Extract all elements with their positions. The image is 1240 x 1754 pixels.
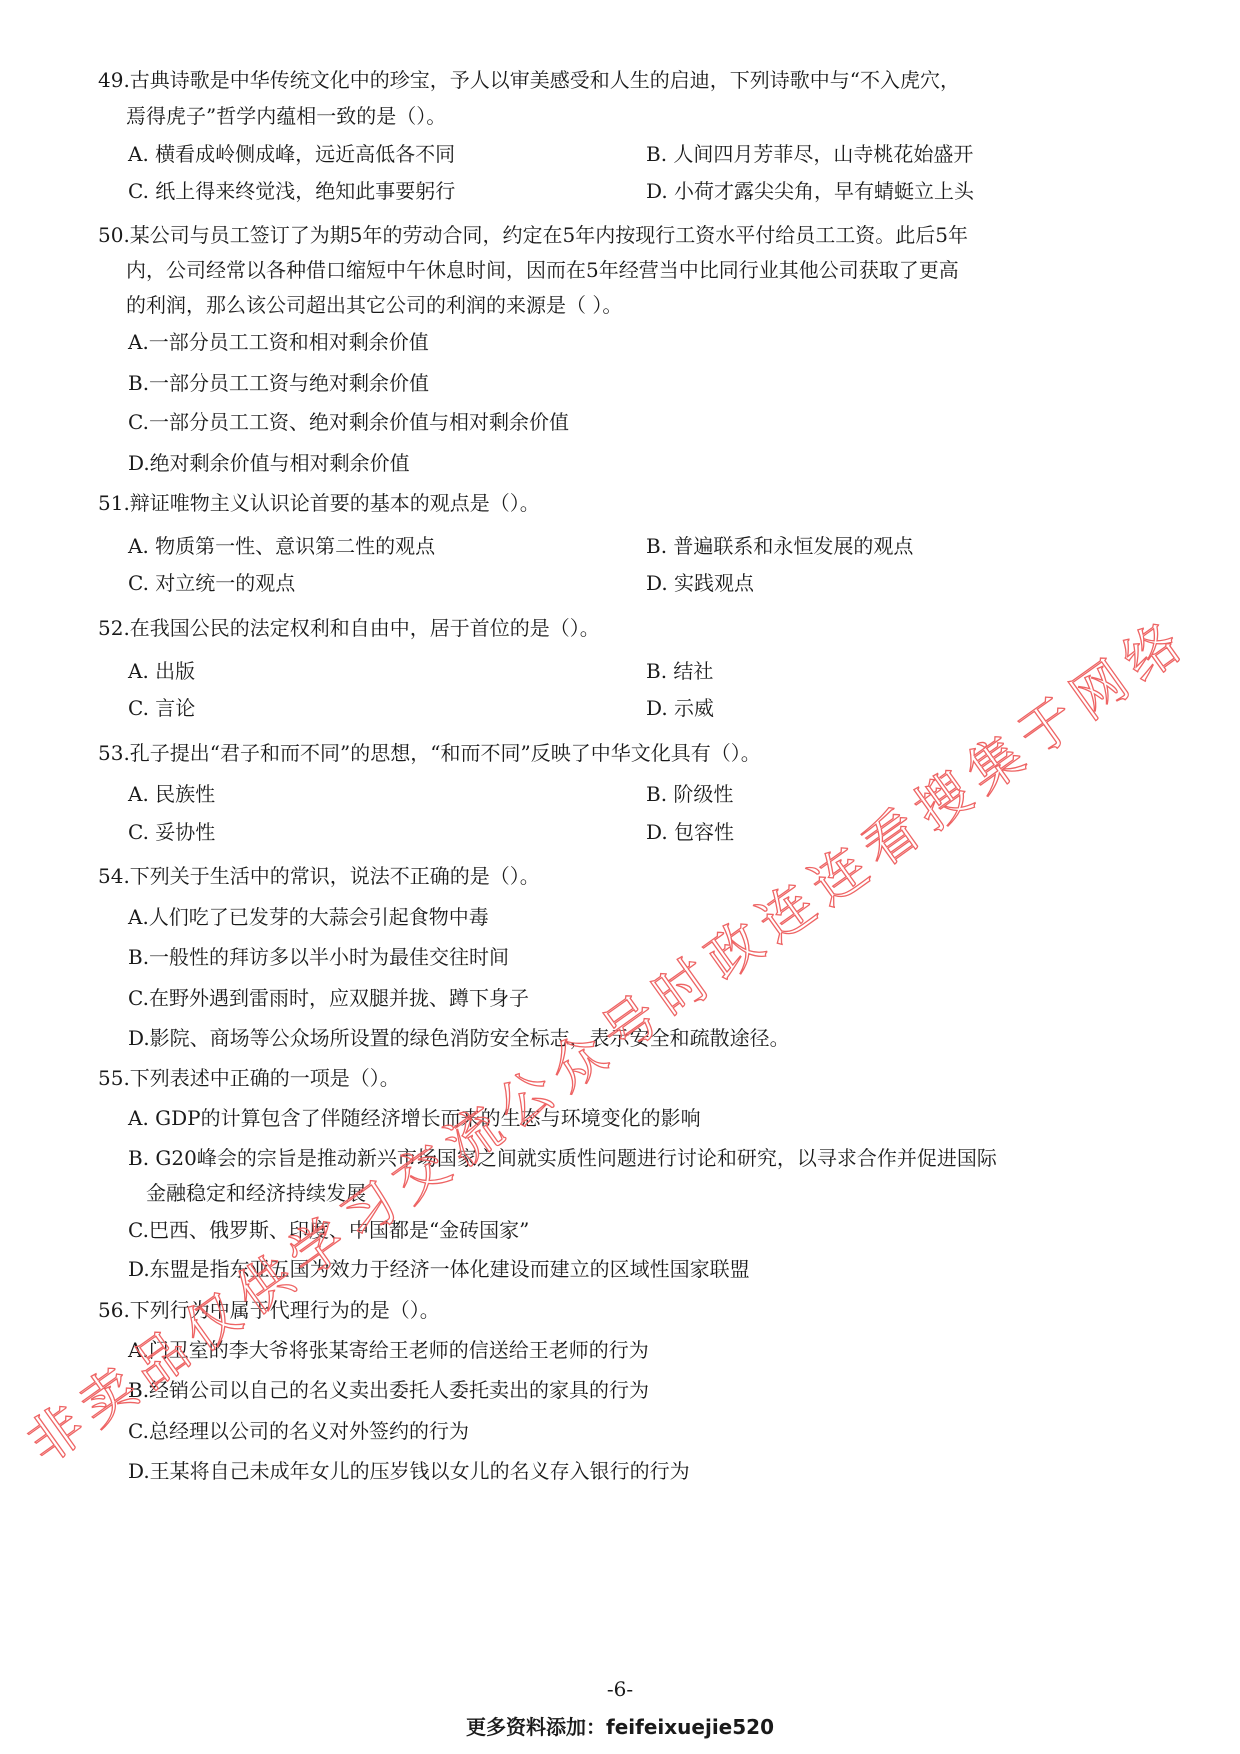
question-51-stem: 51.辩证唯物主义认识论首要的基本的观点是（）。 <box>98 491 540 515</box>
question-56-stem: 56.下列行为中属于代理行为的是（）。 <box>98 1298 440 1322</box>
question-55-option-a: A. GDP的计算包含了伴随经济增长而来的生态与环境变化的影响 <box>128 1106 701 1130</box>
footer-contact-note: 更多资料添加：feifeixuejie520 <box>466 1715 774 1739</box>
question-49-stem: 49.古典诗歌是中华传统文化中的珍宝，予人以审美感受和人生的启迪，下列诗歌中与“不入虎穴， <box>98 68 961 92</box>
question-51-option-a: A. 物质第一性、意识第二性的观点 <box>128 534 436 558</box>
question-52-option-d: D. 示威 <box>646 696 715 720</box>
question-53-option-c: C. 妥协性 <box>128 820 216 844</box>
question-53-option-b: B. 阶级性 <box>646 782 734 806</box>
question-49-stem-cont: 焉得虎子”哲学内蕴相一致的是（）。 <box>126 104 447 128</box>
question-50-option-c: C.一部分员工工资、绝对剩余价值与相对剩余价值 <box>128 410 569 434</box>
question-52-option-b: B. 结社 <box>646 659 714 683</box>
question-56-option-c: C.总经理以公司的名义对外签约的行为 <box>128 1419 469 1443</box>
question-49-option-c: C. 纸上得来终觉浅，绝知此事要躬行 <box>128 179 456 203</box>
question-53-option-a: A. 民族性 <box>128 782 216 806</box>
question-49-option-d: D. 小荷才露尖尖角，早有蜻蜓立上头 <box>646 179 975 203</box>
question-55-option-d: D.东盟是指东亚五国为效力于经济一体化建设而建立的区域性国家联盟 <box>128 1257 750 1281</box>
watermark-text: 非卖品仅供学习交流公众号时政连连看搜集于网络 <box>15 611 1193 1476</box>
question-49-option-b: B. 人间四月芳菲尽，山寺桃花始盛开 <box>646 142 974 166</box>
question-54-stem: 54.下列关于生活中的常识，说法不正确的是（）。 <box>98 864 540 888</box>
question-49-option-a: A. 横看成岭侧成峰，远近高低各不同 <box>128 142 456 166</box>
question-50-stem-cont1: 内，公司经常以各种借口缩短中午休息时间，因而在5年经营当中比同行业其他公司获取了更高 <box>126 258 959 282</box>
question-56-option-d: D.王某将自己未成年女儿的压岁钱以女儿的名义存入银行的行为 <box>128 1459 690 1483</box>
question-52-stem: 52.在我国公民的法定权利和自由中，居于首位的是（）。 <box>98 616 600 640</box>
question-53-option-d: D. 包容性 <box>646 820 735 844</box>
question-50-stem: 50.某公司与员工签订了为期5年的劳动合同，约定在5年内按现行工资水平付给员工工资。此后5年 <box>98 223 968 247</box>
question-56-option-b: B.经销公司以自己的名义卖出委托人委托卖出的家具的行为 <box>128 1378 650 1402</box>
question-52-option-a: A. 出版 <box>128 659 196 683</box>
question-56-option-a: A.门卫室的李大爷将张某寄给王老师的信送给王老师的行为 <box>128 1338 649 1362</box>
question-50-option-a: A.一部分员工工资和相对剩余价值 <box>128 330 429 354</box>
question-55-option-c: C.巴西、俄罗斯、印度、中国都是“金砖国家” <box>128 1218 530 1242</box>
question-54-option-b: B.一般性的拜访多以半小时为最佳交往时间 <box>128 945 510 969</box>
question-51-option-d: D. 实践观点 <box>646 571 755 595</box>
question-50-stem-cont2: 的利润，那么该公司超出其它公司的利润的来源是（ ）。 <box>126 293 623 317</box>
question-51-option-b: B. 普遍联系和永恒发展的观点 <box>646 534 914 558</box>
question-55-stem: 55.下列表述中正确的一项是（）。 <box>98 1066 400 1090</box>
question-54-option-a: A.人们吃了已发芽的大蒜会引起食物中毒 <box>128 905 489 929</box>
question-52-option-c: C. 言论 <box>128 696 196 720</box>
question-54-option-d: D.影院、商场等公众场所设置的绿色消防安全标志，表示安全和疏散途径。 <box>128 1026 790 1050</box>
question-54-option-c: C.在野外遇到雷雨时，应双腿并拢、蹲下身子 <box>128 986 529 1010</box>
question-55-option-b-cont: 金融稳定和经济持续发展 <box>146 1181 366 1205</box>
page-number: -6- <box>606 1677 634 1701</box>
question-50-option-b: B.一部分员工工资与绝对剩余价值 <box>128 371 430 395</box>
question-51-option-c: C. 对立统一的观点 <box>128 571 296 595</box>
question-50-option-d: D.绝对剩余价值与相对剩余价值 <box>128 451 410 475</box>
question-53-stem: 53.孔子提出“君子和而不同”的思想，“和而不同”反映了中华文化具有（）。 <box>98 741 761 765</box>
question-55-option-b: B. G20峰会的宗旨是推动新兴市场国家之间就实质性问题进行讨论和研究，以寻求合作并促进国际 <box>128 1146 997 1170</box>
